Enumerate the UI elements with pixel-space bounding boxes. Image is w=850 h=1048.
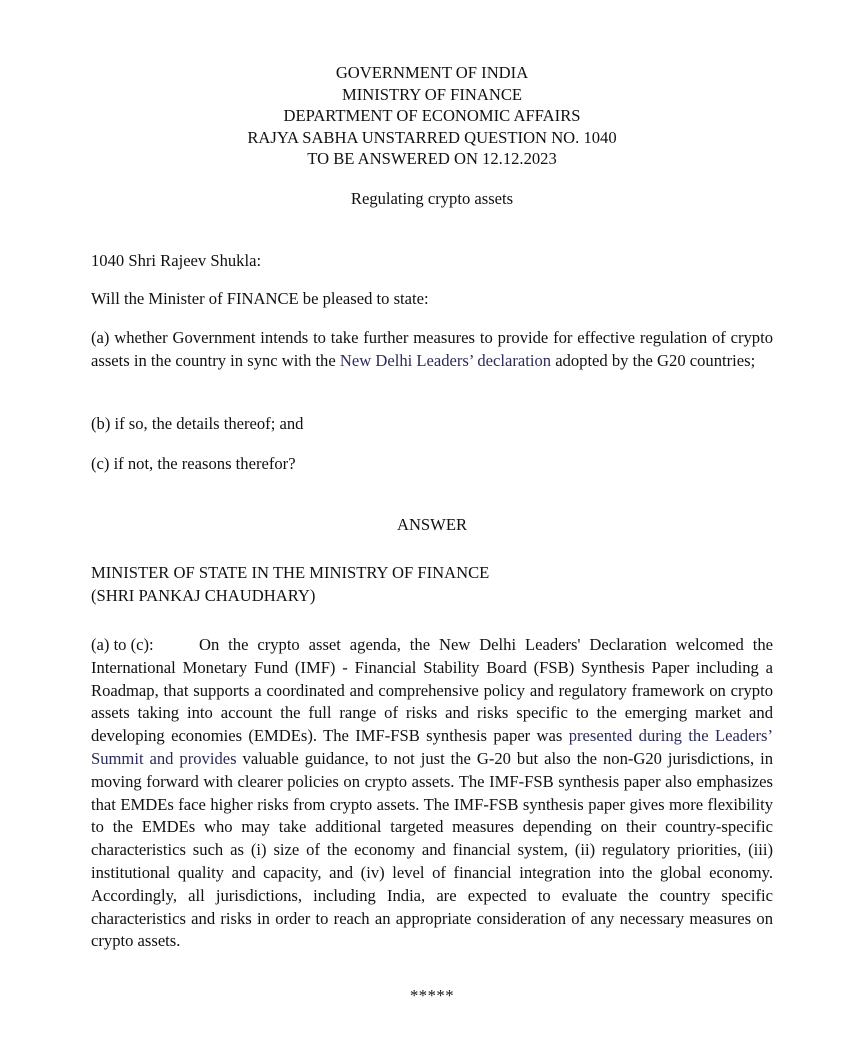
reply-label: (a) to (c):: [91, 635, 154, 654]
question-subject: Regulating crypto assets: [350, 189, 514, 208]
header-answer-date: TO BE ANSWERED ON 12.12.2023: [307, 149, 557, 168]
question-intro: Will the Minister of FINANCE be pleased to state:: [91, 289, 429, 308]
document-header: [0, 62, 850, 170]
header-ministry: MINISTRY OF FINANCE: [341, 84, 523, 104]
question-asker: 1040 Shri Rajeev Shukla:: [91, 251, 262, 270]
reply-text-end: valuable guidance, to not just the G-20 but also the non-G20 jurisdictions, in moving forward with clearer policies on crypto assets. The IMF-FSB synthesis paper also emphasizes that EMDEs face higher risks from crypto assets. The IMF-FSB synthesis paper gives more flexibility to the EMDEs who may take additional targeted measures depending on their country-specific characteristics such as (i) size of the economy and financial system, (ii) regulatory priorities, (iii) institutional quality and capacity, and (iv) level of financial integration into the global economy. Accordingly, all jurisdictions, including India, are expected to evaluate the country specific characteristics and risks in order to reach an appropriate consideration of any necessary measures on crypto assets.: [91, 748, 773, 951]
end-of-answer-mark: *****: [410, 986, 454, 1005]
reply-summit-link[interactable]: presented during the Leaders’ Summit and provides: [91, 726, 773, 768]
header-question-number: RAJYA SABHA UNSTARRED QUESTION NO. 1040: [247, 127, 617, 147]
question-part-c: (c) if not, the reasons therefor?: [91, 454, 296, 473]
question-part-a-text-end: adopted by the G20 countries;: [551, 351, 756, 371]
question-part-a-text-start: (a) whether Government intends to take further measures to provide for effective regulation of crypto assets in the country in sync with the: [91, 328, 773, 371]
header-department: DEPARTMENT OF ECONOMIC AFFAIRS: [283, 106, 581, 125]
minister-title: MINISTER OF STATE IN THE MINISTRY OF FINANCE: [91, 563, 490, 582]
question-part-a: [91, 326, 773, 372]
answer-heading: ANSWER: [396, 515, 468, 534]
question-part-b: (b) if so, the details thereof; and: [91, 414, 304, 433]
question-part-a-declaration-link[interactable]: New Delhi Leaders’ declaration: [339, 351, 552, 371]
minister-name: (SHRI PANKAJ CHAUDHARY): [91, 586, 316, 606]
answer-reply: [91, 634, 773, 953]
answering-minister: [91, 561, 773, 607]
reply-text-start: On the crypto asset agenda, the New Delhi Leaders' Declaration welcomed the International Monetary Fund (IMF) - Financial Stability Board (FSB) Synthesis Paper including a Roadmap, that supports a coordinated and comprehensive policy and regulatory framework on crypto assets taking into account the full range of risks and risks specific to the emerging market and developing economies (EMDEs). The IMF-FSB synthesis paper was: [91, 635, 773, 746]
header-government: GOVERNMENT OF INDIA: [335, 63, 529, 82]
